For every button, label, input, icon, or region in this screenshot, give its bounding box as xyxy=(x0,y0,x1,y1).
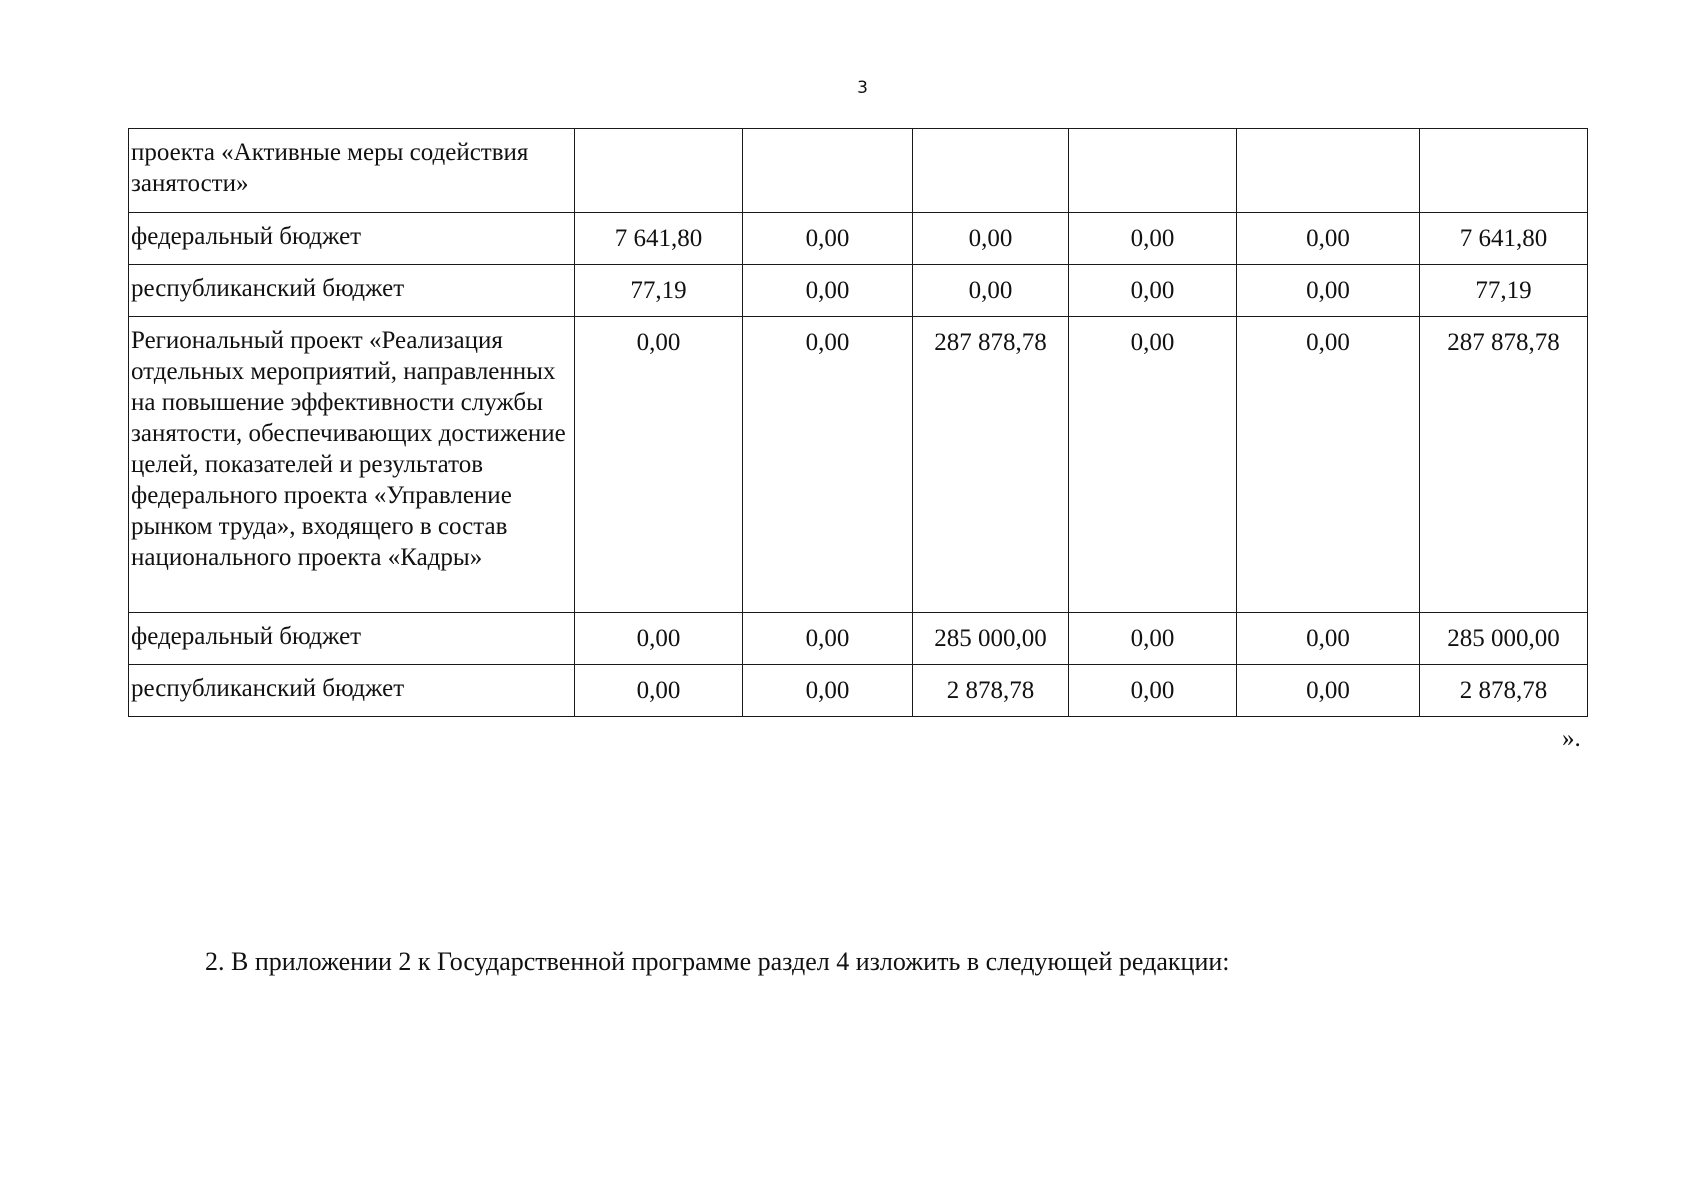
table-cell: 2 878,78 xyxy=(1420,665,1588,717)
table-row xyxy=(129,129,1588,213)
table-row xyxy=(129,265,1588,317)
table-row xyxy=(129,665,1588,717)
amendment-paragraph: 2. В приложении 2 к Государственной программе раздел 4 изложить в следующей редакции: xyxy=(205,947,1230,976)
table-cell: 0,00 xyxy=(743,317,913,613)
table-cell: 7 641,80 xyxy=(575,213,743,265)
table-cell: 0,00 xyxy=(743,665,913,717)
closing-quote: ». xyxy=(1562,725,1581,752)
table-cell: 285 000,00 xyxy=(913,613,1069,665)
table-cell xyxy=(575,129,743,213)
table-cell: 0,00 xyxy=(743,213,913,265)
table-cell xyxy=(1237,129,1420,213)
table-cell: 0,00 xyxy=(1069,213,1237,265)
table-cell: 0,00 xyxy=(1237,265,1420,317)
table-cell: 77,19 xyxy=(1420,265,1588,317)
table-cell: 0,00 xyxy=(743,613,913,665)
row-name: республиканский бюджет xyxy=(129,665,575,717)
page-number: 3 xyxy=(857,78,868,98)
table-cell: 0,00 xyxy=(1237,613,1420,665)
table-row xyxy=(129,317,1588,613)
table-cell: 0,00 xyxy=(913,265,1069,317)
table-cell: 0,00 xyxy=(1237,665,1420,717)
table-cell: 0,00 xyxy=(743,265,913,317)
table-cell: 0,00 xyxy=(1237,317,1420,613)
table-cell xyxy=(913,129,1069,213)
row-name: федеральный бюджет xyxy=(129,613,575,665)
table-cell xyxy=(1420,129,1588,213)
table-cell: 285 000,00 xyxy=(1420,613,1588,665)
table-cell: 0,00 xyxy=(1069,665,1237,717)
table-cell xyxy=(1069,129,1237,213)
table-cell: 0,00 xyxy=(1069,317,1237,613)
table-cell: 77,19 xyxy=(575,265,743,317)
row-name: проекта «Активные меры содействия занятости» xyxy=(129,129,575,213)
table-row xyxy=(129,613,1588,665)
table-cell: 0,00 xyxy=(913,213,1069,265)
table-cell xyxy=(743,129,913,213)
table-cell: 7 641,80 xyxy=(1420,213,1588,265)
row-name: федеральный бюджет xyxy=(129,213,575,265)
table-cell: 0,00 xyxy=(1069,265,1237,317)
table-cell: 0,00 xyxy=(1069,613,1237,665)
table-row xyxy=(129,213,1588,265)
table-cell: 2 878,78 xyxy=(913,665,1069,717)
table-cell: 0,00 xyxy=(575,613,743,665)
row-name: республиканский бюджет xyxy=(129,265,575,317)
row-name: Региональный проект «Реализация отдельных мероприятий, направленных на повышение эффективности службы занятости, обеспечивающих достижение целей, показателей и результатов федерального проекта «Управление рынком труда», входящего в состав национального проекта «Кадры» xyxy=(129,317,575,613)
table-cell: 287 878,78 xyxy=(913,317,1069,613)
table-cell: 0,00 xyxy=(575,317,743,613)
table-cell: 0,00 xyxy=(575,665,743,717)
budget-table xyxy=(128,128,1588,717)
table-cell: 0,00 xyxy=(1237,213,1420,265)
table-cell: 287 878,78 xyxy=(1420,317,1588,613)
